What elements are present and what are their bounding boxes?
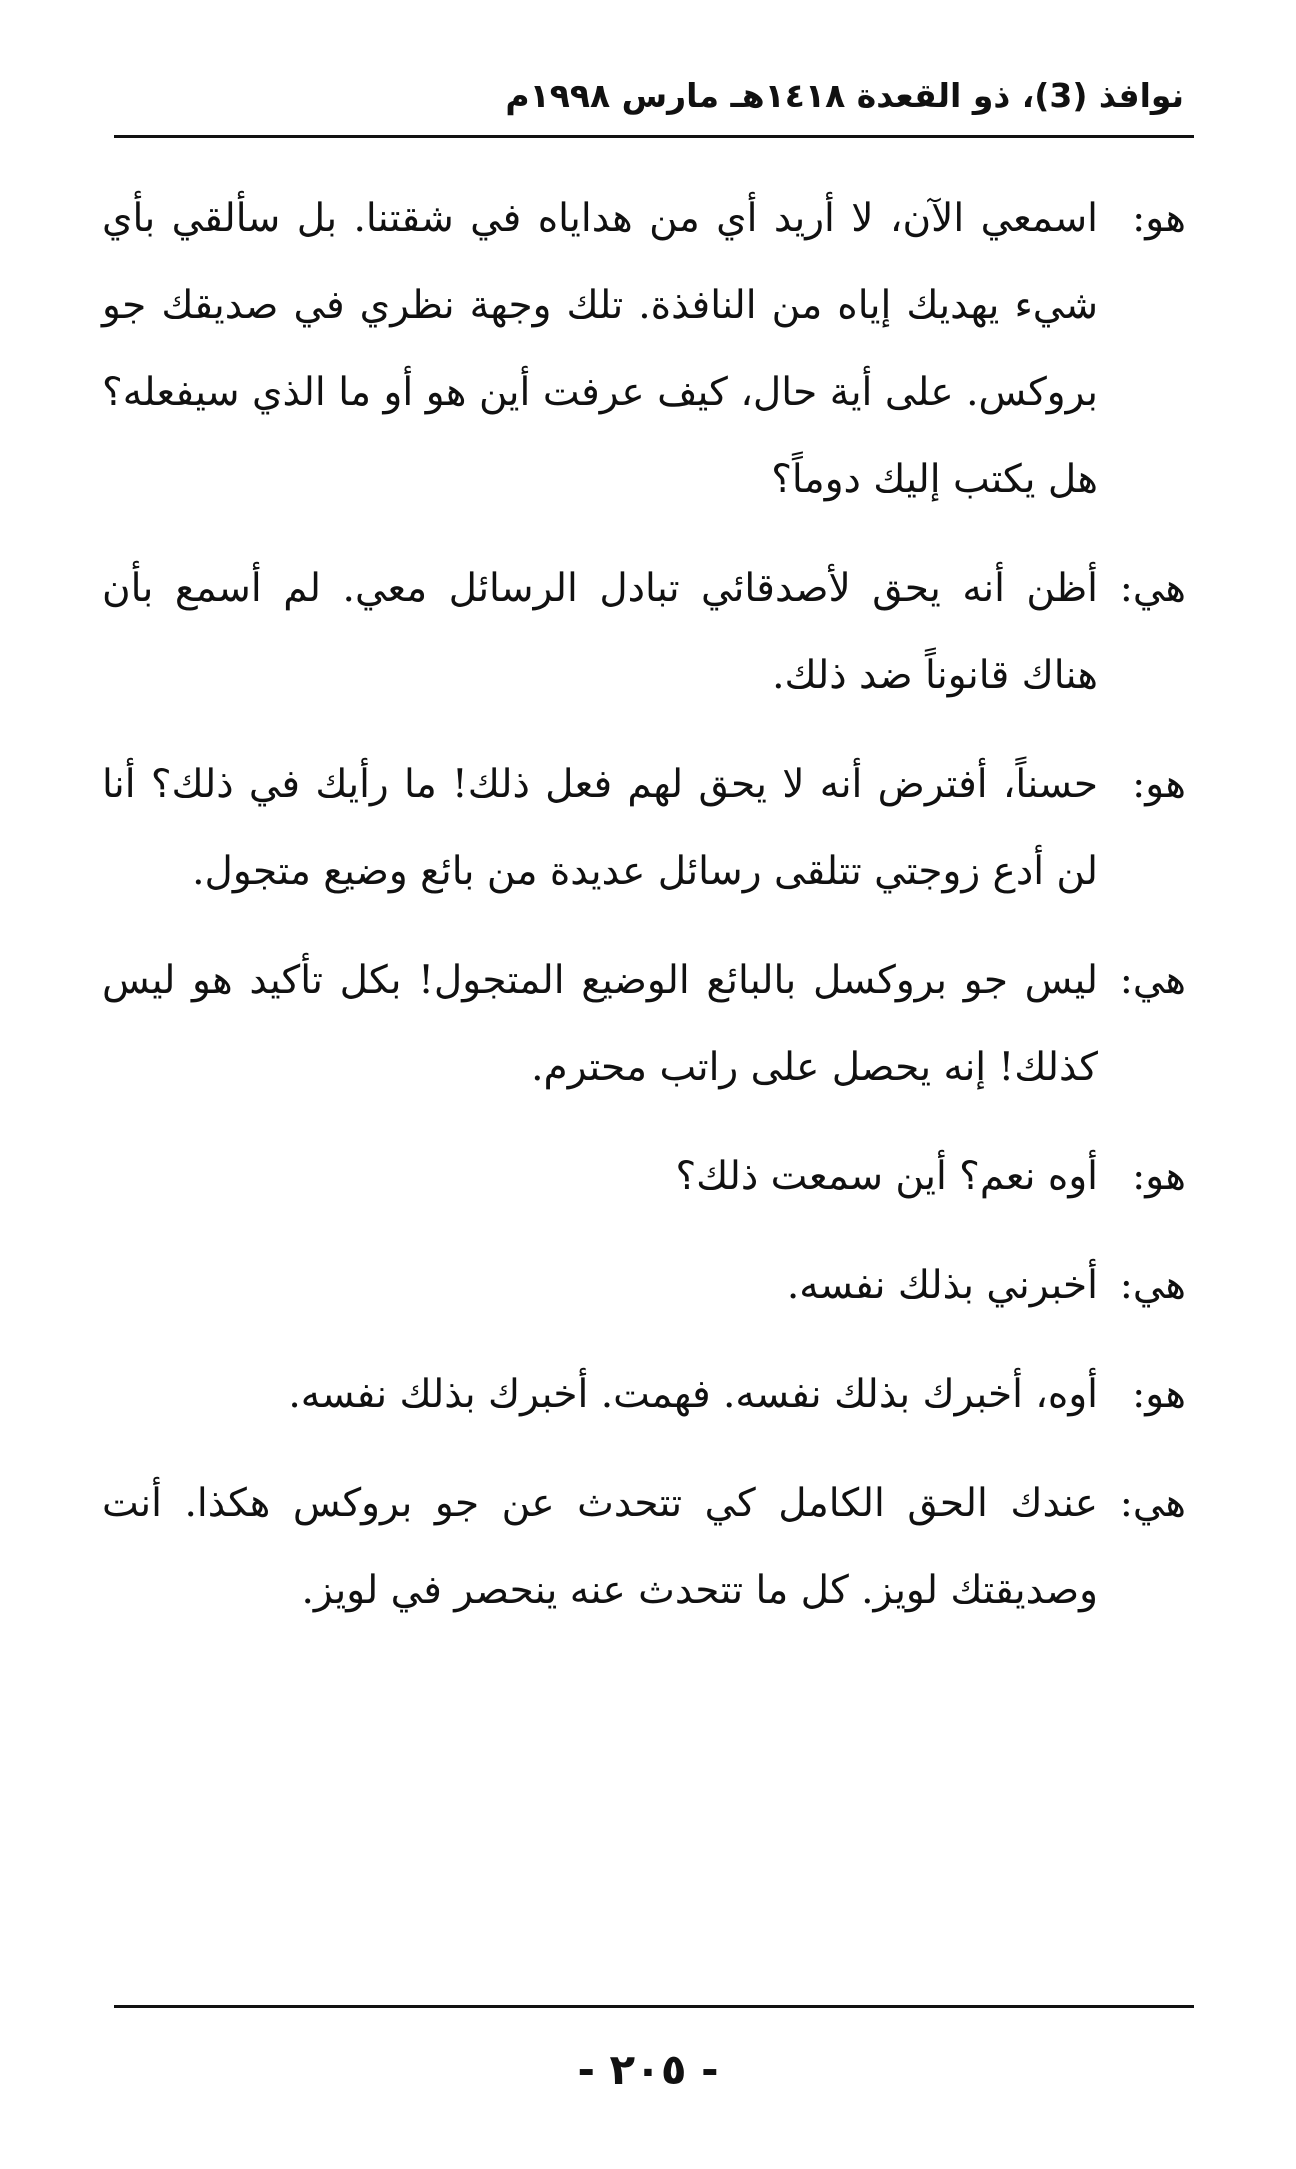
- speech-text: اسمعي الآن، لا أريد أي من هداياه في شقتنا. بل سألقي بأي شيء يهديك إياه من النافذة. تلك وجهة نظري في صديقك جو بروكس. على أية حال، كيف عرفت أين هو أو ما الذي سيفعله؟ هل يكتب إليك دوماً؟: [102, 196, 1098, 502]
- speech-text: أظن أنه يحق لأصدقائي تبادل الرسائل معي. لم أسمع بأن هناك قانوناً ضد ذلك.: [102, 566, 1098, 698]
- dialogue-turn: [102, 545, 1186, 719]
- speaker-label: هي:: [1119, 1481, 1186, 1526]
- dialogue: [102, 175, 1186, 1656]
- header-rule: [114, 135, 1194, 138]
- speech-text: أوه، أخبرك بذلك نفسه. فهمت. أخبرك بذلك نفسه.: [288, 1372, 1098, 1417]
- speaker-label: هو:: [1132, 762, 1186, 807]
- dialogue-turn: [102, 1351, 1186, 1438]
- speech-text: حسناً، أفترض أنه لا يحق لهم فعل ذلك! ما رأيك في ذلك؟ أنا لن أدع زوجتي تتلقى رسائل عديدة من بائع وضيع متجول.: [102, 762, 1098, 894]
- running-header: نوافذ (3)، ذو القعدة ١٤١٨هـ مارس ١٩٩٨م: [505, 76, 1184, 115]
- speech-text: عندك الحق الكامل كي تتحدث عن جو بروكس هكذا. أنت وصديقتك لويز. كل ما تتحدث عنه ينحصر في لويز.: [102, 1481, 1098, 1613]
- speaker-label: هو:: [1132, 1154, 1186, 1199]
- speaker-label: هي:: [1119, 1263, 1186, 1308]
- speaker-label: هو:: [1132, 196, 1186, 241]
- dialogue-turn: [102, 175, 1186, 523]
- speaker-label: هي:: [1119, 958, 1186, 1003]
- speech-text: ليس جو بروكسل بالبائع الوضيع المتجول! بكل تأكيد هو ليس كذلك! إنه يحصل على راتب محترم.: [102, 958, 1098, 1090]
- dialogue-turn: [102, 1242, 1186, 1329]
- dialogue-turn: [102, 1133, 1186, 1220]
- dialogue-turn: [102, 937, 1186, 1111]
- speech-text: أوه نعم؟ أين سمعت ذلك؟: [675, 1154, 1098, 1199]
- speaker-label: هي:: [1119, 566, 1186, 611]
- speaker-label: هو:: [1132, 1372, 1186, 1417]
- dialogue-turn: [102, 741, 1186, 915]
- footer-rule: [114, 2005, 1194, 2008]
- page-number: - ٢٠٥ -: [577, 2045, 719, 2094]
- dialogue-turn: [102, 1460, 1186, 1634]
- speech-text: أخبرني بذلك نفسه.: [786, 1263, 1098, 1308]
